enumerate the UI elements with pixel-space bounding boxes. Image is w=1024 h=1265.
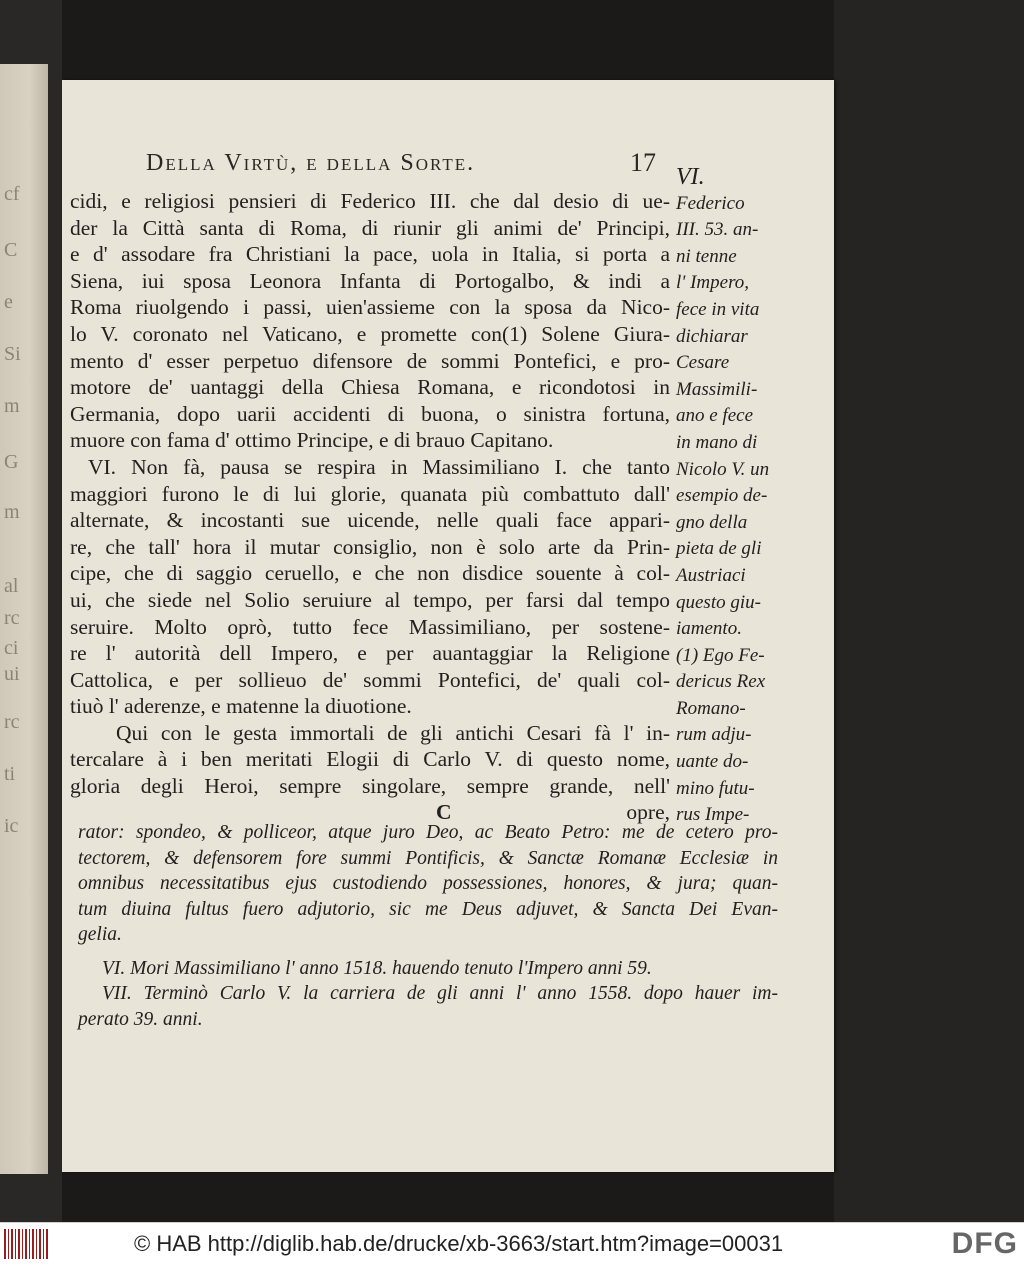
- margin-note-line: dericus Rex: [676, 671, 766, 693]
- margin-note-line: esempio de-: [676, 485, 768, 507]
- margin-note-line: pieta de gli: [676, 538, 762, 560]
- main-text: [70, 188, 670, 800]
- text-line: seruire. Molto oprò, tutto fece Massimiliano, per sostene-: [70, 614, 670, 639]
- text-line: mento d' esser perpetuo difensore de sommi Pontefici, e pro-: [70, 348, 670, 373]
- margin-note-line: rus Impe-: [676, 804, 750, 826]
- text-line: VI. Non fà, pausa se respira in Massimiliano I. che tanto: [88, 454, 670, 479]
- footnote-line: omnibus necessitatibus ejus custodiendo possessiones, honores, & jura; quan-: [78, 873, 778, 894]
- ghost-text: ci: [4, 637, 19, 659]
- text-line: motore de' uantaggi della Chiesa Romana, e ricondotosi in: [70, 375, 670, 400]
- text-line: Roma riuolgendo i passi, uien'assieme con la sposa da Nico-: [70, 295, 670, 320]
- margin-note-line: l' Impero,: [676, 272, 750, 294]
- ghost-text: ui: [4, 663, 20, 685]
- text-line: der la Città santa di Roma, di riunir gli animi de' Principi,: [70, 215, 670, 240]
- margin-note-line: iamento.: [676, 618, 742, 640]
- text-line: cidi, e religiosi pensieri di Federico III. che dal desio di ue-: [70, 189, 670, 213]
- text-line: alternate, & incostanti sue uicende, nelle quali face appari-: [70, 508, 670, 533]
- library-barcode-icon: [4, 1229, 48, 1259]
- footnote-line: gelia.: [78, 924, 122, 945]
- text-line: Germania, dopo uarii accidenti di buona, o sinistra fortuna,: [70, 401, 670, 426]
- margin-note-line: mino futu-: [676, 777, 755, 799]
- margin-note-line: Massimili-: [676, 378, 758, 400]
- margin-note-line: fece in vita: [676, 298, 760, 320]
- text-line: Cattolica, e per sollieuo de' sommi Pontefici, de' quali col-: [70, 667, 670, 692]
- text-line: re, che tall' hora il mutar consiglio, non è solo arte da Prin-: [70, 534, 670, 559]
- margin-note-line: Cesare: [676, 352, 730, 374]
- text-line: Qui con le gesta immortali de gli antichi Cesari fà l' in-: [116, 720, 670, 745]
- citation-link[interactable]: © HAB http://diglib.hab.de/drucke/xb-3663/start.htm?image=00031: [134, 1231, 784, 1256]
- running-header: Della Virtù, e della Sorte.: [146, 150, 476, 176]
- margin-note-line: III. 53. an-: [676, 219, 759, 241]
- text-line: ui, che siede nel Solio seruiure al tempo, per farsi dal tempo: [70, 587, 670, 612]
- ghost-text: rc: [4, 607, 20, 629]
- ghost-text: al: [4, 575, 19, 597]
- margin-note-line: uante do-: [676, 751, 749, 773]
- footnote-line: VI. Mori Massimiliano l' anno 1518. hauendo tenuto l'Impero anni 59.: [102, 957, 652, 979]
- footnote-line: VII. Terminò Carlo V. la carriera de gli anni l' anno 1558. dopo hauer im-: [102, 983, 778, 1004]
- ghost-text: e: [4, 291, 13, 313]
- margin-note-line: Federico: [676, 192, 745, 214]
- ghost-text: ti: [4, 763, 16, 785]
- margin-note-line: rum adju-: [676, 724, 752, 746]
- signature-mark: C: [436, 800, 452, 824]
- ghost-text: ic: [4, 815, 19, 837]
- margin-note-line: dichiarar: [676, 325, 748, 347]
- ghost-text: rc: [4, 711, 20, 733]
- text-line: lo V. coronato nel Vaticano, e promette con(1) Solene Giura-: [70, 321, 670, 346]
- footnote-line: perato 39. anni.: [78, 1008, 203, 1030]
- text-line: Siena, iui sposa Leonora Infanta di Portogalbo, & indi a: [70, 268, 670, 293]
- ghost-text: m: [4, 501, 20, 523]
- marginal-notes: [676, 164, 784, 829]
- ghost-text: G: [4, 451, 19, 473]
- text-line: maggiori furono le di lui glorie, quanata più combattuto dall': [70, 481, 670, 506]
- text-line: re l' autorità dell Impero, e per auantaggiar la Religione: [70, 641, 670, 666]
- footnote-line: rator: spondeo, & polliceor, atque juro Deo, ac Beato Petro: me de cetero pro-: [78, 822, 778, 843]
- scanner-backdrop-right: [834, 0, 1024, 1222]
- footnotes: [78, 820, 778, 1032]
- margin-note-line: in mano di: [676, 431, 758, 453]
- margin-note-line: ano e fece: [676, 405, 754, 427]
- footnote-line: tum diuina fultus fuero adjutorio, sic me Deus adjuvet, & Sancta Dei Evan-: [78, 898, 778, 920]
- page-number: 17: [630, 148, 656, 177]
- margin-note-line: VI.: [676, 164, 705, 190]
- text-line: tiuò l' aderenze, e matenne la diuotione.: [70, 694, 412, 719]
- margin-note-line: Romano-: [676, 697, 746, 719]
- text-line: cipe, che di saggio ceruello, e che non disdice souente à col-: [70, 561, 670, 586]
- previous-page-edge: [0, 64, 48, 1174]
- ghost-text: Si: [4, 343, 21, 365]
- margin-note-line: (1) Ego Fe-: [676, 644, 765, 666]
- margin-note-line: gno della: [676, 511, 748, 533]
- ghost-text: cf: [4, 183, 20, 205]
- text-line: e d' assodare fra Christiani la pace, uola in Italia, si porta a: [70, 242, 670, 267]
- text-line: muore con fama d' ottimo Principe, e di brauo Capitano.: [70, 428, 554, 453]
- margin-note-line: ni tenne: [676, 245, 737, 267]
- catchword: opre,: [626, 800, 670, 824]
- dfg-logo: DFG: [951, 1227, 1018, 1260]
- text-line: tercalare à i ben meritati Elogii di Carlo V. di questo nome,: [70, 747, 670, 772]
- text-line: gloria degli Heroi, sempre singolare, sempre grande, nell': [70, 774, 670, 799]
- ghost-text: C: [4, 239, 18, 261]
- margin-note-line: questo giu-: [676, 591, 761, 613]
- footnote-line: tectorem, & defensorem fore summi Pontificis, & Sanctæ Romanæ Ecclesiæ in: [78, 847, 778, 869]
- margin-note-line: Nicolo V. un: [676, 458, 770, 480]
- ghost-text: m: [4, 395, 20, 417]
- viewer-footer: [0, 1222, 1024, 1265]
- margin-note-line: Austriaci: [676, 564, 746, 586]
